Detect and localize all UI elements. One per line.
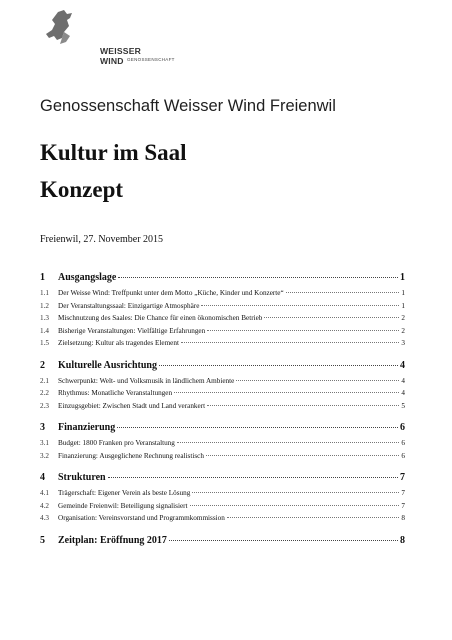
toc-subsection-label: Einzugsgebiet: Zwischen Stadt und Land verankert	[58, 401, 206, 410]
toc-leader	[190, 505, 400, 506]
toc-subsection[interactable]	[40, 489, 405, 502]
organization-name: Genossenschaft Weisser Wind Freienwil	[40, 97, 336, 115]
toc-subsection[interactable]	[40, 339, 405, 352]
toc-subsection[interactable]	[40, 514, 405, 527]
toc-subsection-number: 4.1	[40, 489, 49, 497]
toc-subsection-number: 1.1	[40, 289, 49, 297]
toc-subsection[interactable]	[40, 302, 405, 315]
toc-section[interactable]	[40, 472, 405, 486]
toc-subsection-label: Der Weisse Wind: Treffpunkt unter dem Motto „Küche, Kinder und Konzerte“	[58, 289, 284, 297]
toc-subsection-label: Trägerschaft: Eigener Verein als beste Lösung	[58, 489, 191, 497]
toc-section-page: 6	[400, 422, 405, 433]
document-title: Kultur im Saal	[40, 140, 187, 165]
toc-subsection[interactable]	[40, 389, 405, 402]
toc-leader	[169, 540, 398, 541]
toc-subsection-number: 1.4	[40, 326, 49, 335]
logo-name: WEISSER WIND	[100, 46, 142, 66]
toc-subsection[interactable]	[40, 289, 405, 302]
toc-subsection[interactable]	[40, 377, 405, 390]
toc-subsection-page: 6	[401, 451, 405, 460]
toc-section-number: 1	[40, 272, 45, 283]
toc-subsection-number: 4.2	[40, 501, 49, 510]
toc-subsection-page: 8	[401, 514, 405, 522]
toc-leader	[286, 292, 400, 293]
toc-section-page: 8	[400, 534, 405, 546]
toc-subsection[interactable]	[40, 327, 405, 340]
toc-subsection-page: 5	[401, 401, 405, 410]
toc-subsection[interactable]	[40, 502, 405, 515]
toc-subsection-label: Der Veranstaltungssaal: Einzigartige Atmosphäre	[58, 301, 200, 310]
toc-subsection-label: Organisation: Vereinsvorstand und Programmkommission	[58, 514, 225, 522]
toc-leader	[192, 492, 399, 493]
toc-subsection-number: 3.2	[40, 451, 49, 460]
table-of-contents	[40, 272, 405, 560]
toc-subsection-label: Mischnutzung des Saales: Die Chance für einen ökonomischen Betrieb	[58, 314, 263, 322]
toc-subsection-label: Schwerpunkt: Welt- und Volksmusik in ländlichem Ambiente	[58, 376, 235, 385]
toc-subsection-label: Gemeinde Freienwil: Beteiligung signalisiert	[58, 501, 188, 510]
toc-section-label: Finanzierung	[58, 422, 116, 433]
toc-section-label: Zeitplan: Eröffnung 2017	[58, 534, 167, 546]
toc-subsection-number: 1.5	[40, 339, 49, 347]
toc-subsection[interactable]	[40, 314, 405, 327]
toc-section-page: 4	[400, 359, 405, 371]
toc-section-label: Strukturen	[58, 472, 106, 483]
toc-section-number: 5	[40, 534, 45, 546]
toc-subsection-page: 2	[401, 326, 405, 335]
toc-subsection-page: 3	[401, 339, 405, 347]
toc-section-number: 4	[40, 472, 45, 483]
toc-leader	[159, 365, 398, 366]
toc-section[interactable]	[40, 272, 405, 286]
toc-leader	[201, 305, 399, 306]
toc-subsection-number: 1.2	[40, 301, 49, 310]
toc-section-label: Ausgangslage	[58, 272, 117, 283]
logo-sub: GENOSSENSCHAFT	[127, 57, 175, 62]
toc-subsection-number: 3.1	[40, 439, 49, 447]
toc-leader	[207, 330, 399, 331]
toc-leader	[174, 392, 399, 393]
document-subtitle: Konzept	[40, 177, 124, 202]
wind-horse-logo-icon	[40, 8, 100, 50]
toc-leader	[264, 317, 399, 318]
toc-leader	[227, 517, 400, 518]
toc-leader	[108, 477, 398, 478]
toc-section-number: 2	[40, 359, 45, 371]
toc-subsection-page: 4	[401, 376, 405, 385]
toc-subsection-label: Finanzierung: Ausgeglichene Rechnung realistisch	[58, 451, 204, 460]
toc-subsection-page: 2	[401, 314, 405, 322]
toc-subsection-page: 1	[401, 289, 405, 297]
toc-leader	[118, 277, 398, 278]
toc-subsection-number: 2.3	[40, 401, 49, 410]
toc-section-page: 7	[400, 472, 405, 483]
toc-section-number: 3	[40, 422, 45, 433]
document-date: Freienwil, 27. November 2015	[40, 234, 164, 245]
toc-section[interactable]	[40, 360, 405, 374]
toc-subsection[interactable]	[40, 452, 405, 465]
toc-subsection-page: 4	[401, 389, 405, 397]
toc-section-page: 1	[400, 272, 405, 283]
toc-leader	[181, 342, 399, 343]
toc-leader	[207, 405, 399, 406]
toc-subsection[interactable]	[40, 402, 405, 415]
toc-leader	[206, 455, 399, 456]
toc-subsection-number: 1.3	[40, 314, 49, 322]
toc-subsection-number: 2.2	[40, 389, 49, 397]
logo	[40, 8, 175, 68]
toc-subsection-label: Budget: 1800 Franken pro Veranstaltung	[58, 439, 175, 447]
toc-subsection-number: 2.1	[40, 376, 49, 385]
toc-subsection-page: 7	[401, 501, 405, 510]
toc-leader	[117, 427, 398, 428]
toc-subsection-page: 1	[401, 301, 405, 310]
toc-section[interactable]	[40, 535, 405, 549]
toc-subsection-page: 7	[401, 489, 405, 497]
toc-section[interactable]	[40, 422, 405, 436]
toc-leader	[177, 442, 400, 443]
toc-subsection-page: 6	[401, 439, 405, 447]
toc-subsection-label: Zielsetzung: Kultur als tragendes Element	[58, 339, 179, 347]
toc-subsection-number: 4.3	[40, 514, 49, 522]
toc-leader	[236, 380, 399, 381]
toc-subsection-label: Rhythmus: Monatliche Veranstaltungen	[58, 389, 173, 397]
toc-subsection[interactable]	[40, 439, 405, 452]
toc-section-label: Kulturelle Ausrichtung	[58, 359, 157, 371]
toc-subsection-label: Bisherige Veranstaltungen: Vielfältige Erfahrungen	[58, 326, 206, 335]
